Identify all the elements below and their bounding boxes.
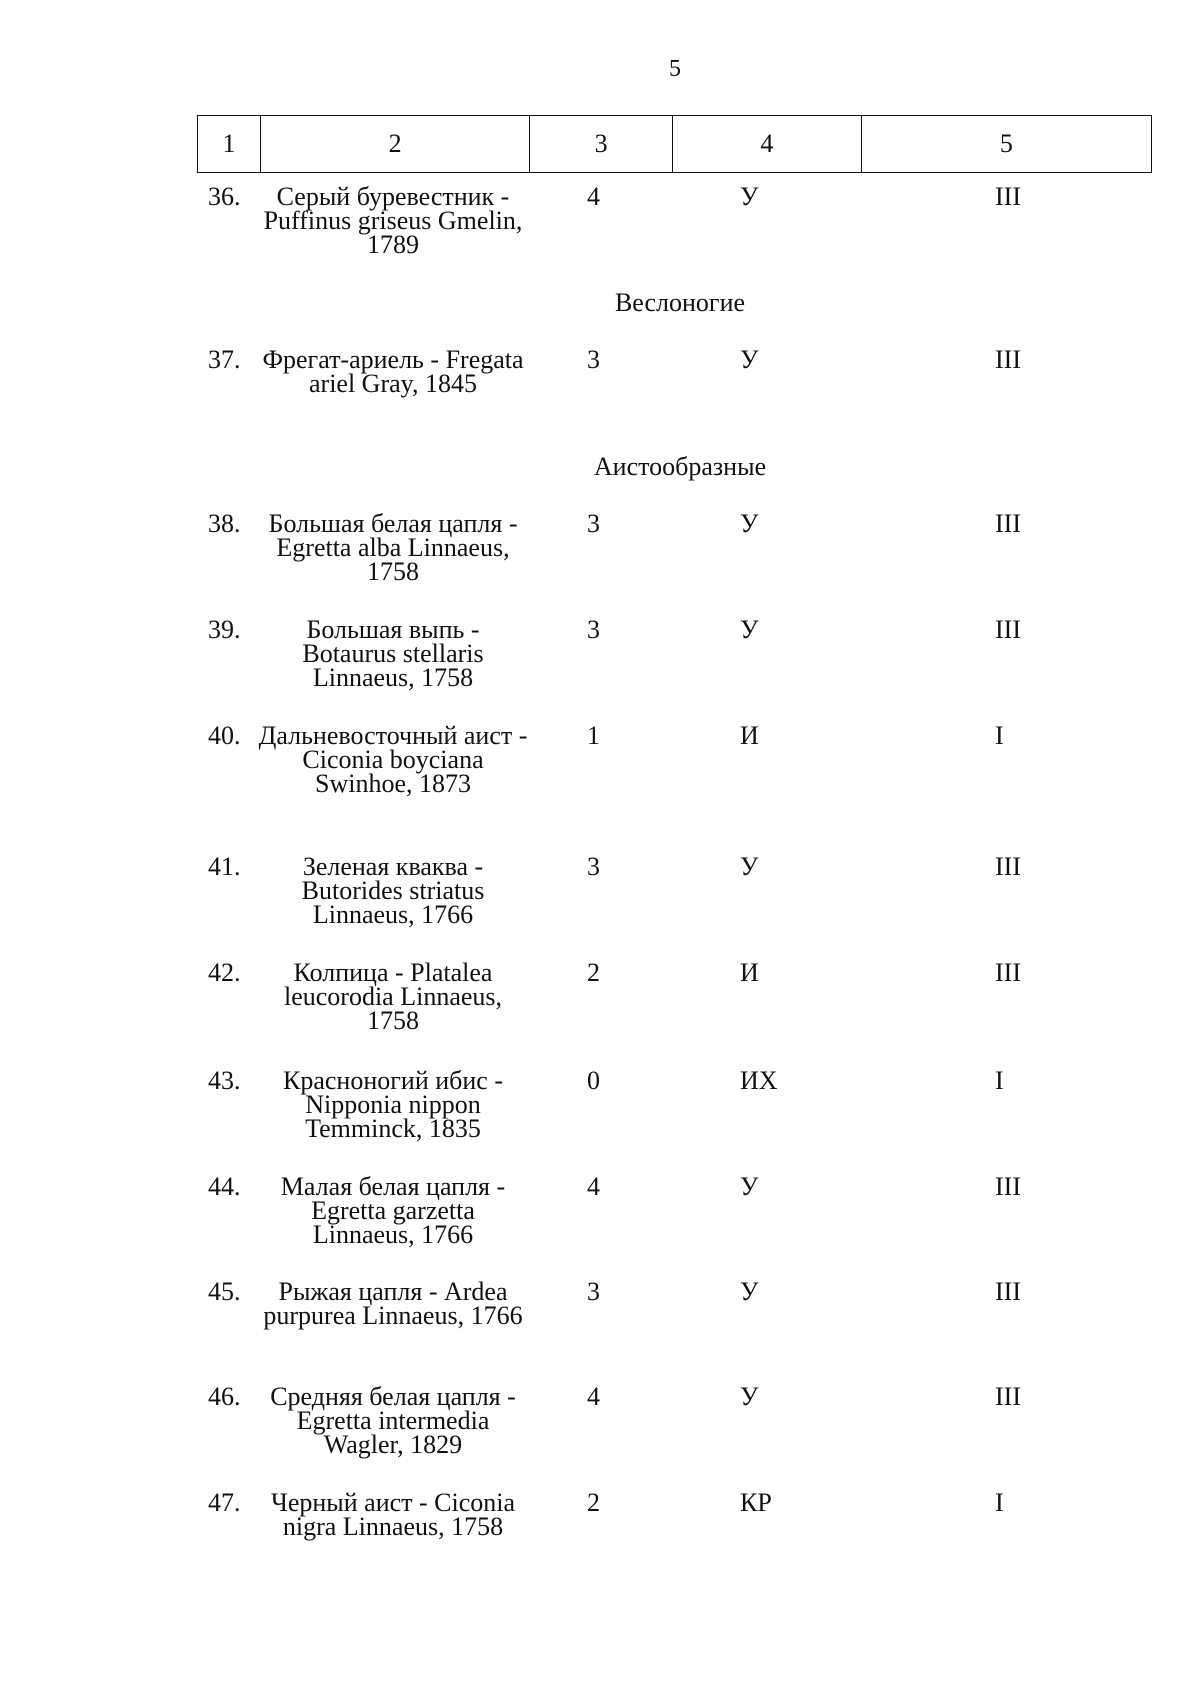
row-number: 37. xyxy=(208,345,241,374)
species-name: Колпица - Platalea leucorodia Linnaeus, 1758 xyxy=(283,958,503,1035)
species-name: Большая выпь - Botaurus stellaris Linnaeus, 1758 xyxy=(302,615,484,692)
header-col-2: 2 xyxy=(261,116,530,172)
category-value: 3 xyxy=(587,852,600,881)
priority-value: III xyxy=(995,182,1021,211)
status-value: У xyxy=(740,1172,759,1201)
row-number: 40. xyxy=(208,721,241,750)
row-number: 42. xyxy=(208,958,241,987)
header-col-1: 1 xyxy=(198,116,261,172)
row-number: 43. xyxy=(208,1066,241,1095)
header-col-3: 3 xyxy=(530,116,673,172)
status-value: И xyxy=(740,958,759,987)
row-number: 47. xyxy=(208,1488,241,1517)
status-value: ИХ xyxy=(740,1066,778,1095)
category-value: 4 xyxy=(587,182,600,211)
status-value: У xyxy=(740,1382,759,1411)
row-number: 41. xyxy=(208,852,241,881)
category-value: 4 xyxy=(587,1382,600,1411)
priority-value: III xyxy=(995,1382,1021,1411)
header-col-4: 4 xyxy=(673,116,862,172)
species-name: Средняя белая цапля - Egretta intermedia Wagler, 1829 xyxy=(270,1382,516,1459)
priority-value: I xyxy=(995,721,1004,750)
species-name: Малая белая цапля - Egretta garzetta Linnaeus, 1766 xyxy=(280,1172,506,1249)
row-number: 36. xyxy=(208,182,241,211)
priority-value: III xyxy=(995,852,1021,881)
species-name: Рыжая цапля - Ardea purpurea Linnaeus, 1766 xyxy=(263,1277,523,1330)
category-value: 4 xyxy=(587,1172,600,1201)
status-value: И xyxy=(740,721,759,750)
page-number: 5 xyxy=(669,56,681,82)
group-heading: Аистообразные xyxy=(593,452,767,481)
row-number: 44. xyxy=(208,1172,241,1201)
category-value: 2 xyxy=(587,1488,600,1517)
status-value: У xyxy=(740,1277,759,1306)
priority-value: III xyxy=(995,1172,1021,1201)
category-value: 3 xyxy=(587,509,600,538)
species-name: Фрегат-ариель - Fregata ariel Gray, 1845 xyxy=(262,345,524,398)
table-header xyxy=(197,115,1152,173)
species-name: Зеленая кваква - Butorides striatus Linnaeus, 1766 xyxy=(301,852,485,929)
row-number: 39. xyxy=(208,615,241,644)
status-value: У xyxy=(740,852,759,881)
species-name: Черный аист - Ciconia nigra Linnaeus, 1758 xyxy=(270,1488,516,1541)
species-name: Красноногий ибис - Nipponia nippon Temminck, 1835 xyxy=(283,1066,503,1143)
status-value: У xyxy=(740,509,759,538)
priority-value: I xyxy=(995,1066,1004,1095)
group-heading: Веслоногие xyxy=(614,288,746,317)
species-name: Большая белая цапля - Egretta alba Linnaeus, 1758 xyxy=(268,509,518,586)
category-value: 3 xyxy=(587,1277,600,1306)
species-name: Дальневосточный аист - Ciconia boyciana Swinhoe, 1873 xyxy=(258,721,528,798)
priority-value: III xyxy=(995,345,1021,374)
header-col-5: 5 xyxy=(999,129,1013,158)
row-number: 45. xyxy=(208,1277,241,1306)
priority-value: III xyxy=(995,958,1021,987)
category-value: 0 xyxy=(587,1066,600,1095)
status-value: КР xyxy=(740,1488,772,1517)
category-value: 3 xyxy=(587,345,600,374)
status-value: У xyxy=(740,615,759,644)
status-value: У xyxy=(740,182,759,211)
status-value: У xyxy=(740,345,759,374)
species-name: Серый буревестник - Puffinus griseus Gmelin, 1789 xyxy=(263,182,523,259)
priority-value: III xyxy=(995,1277,1021,1306)
row-number: 46. xyxy=(208,1382,241,1411)
category-value: 1 xyxy=(587,721,600,750)
row-number: 38. xyxy=(208,509,241,538)
priority-value: III xyxy=(995,509,1021,538)
priority-value: III xyxy=(995,615,1021,644)
category-value: 3 xyxy=(587,615,600,644)
priority-value: I xyxy=(995,1488,1004,1517)
category-value: 2 xyxy=(587,958,600,987)
